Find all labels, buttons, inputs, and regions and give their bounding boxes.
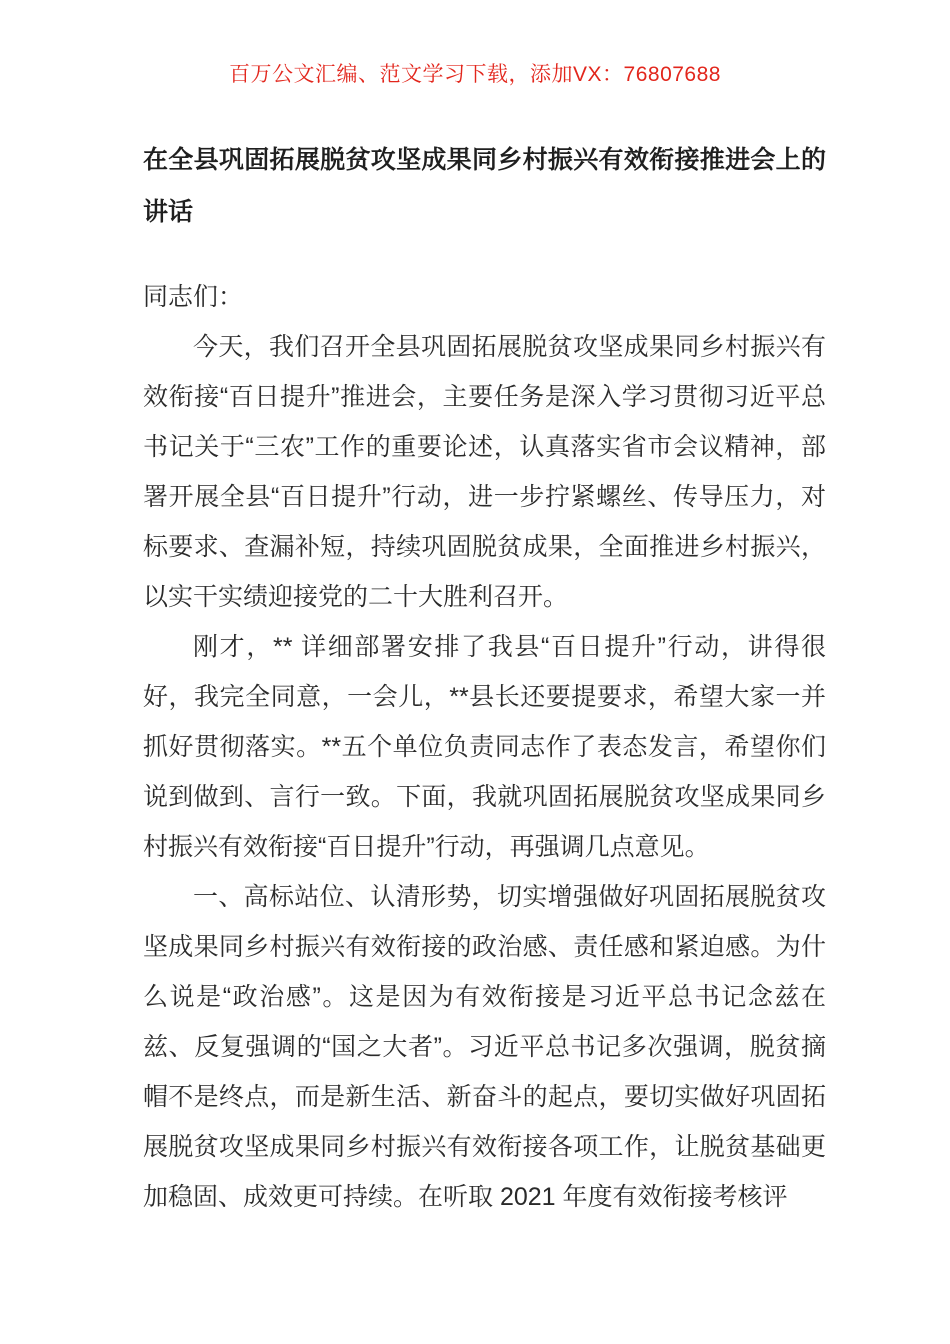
paragraph: 同志们： (143, 283, 244, 311)
promo-banner: 百万公文汇编、范文学习下载，添加VX：76807688 (229, 63, 721, 86)
document-body (143, 272, 826, 1222)
paragraph: 刚才，** 详细部署安排了我县“百日提升”行动，讲得很好，我完全同意，一会儿，**县长还要提要求，希望大家一并抓好贯彻落实。**五个单位负责同志作了表态发言，希望你们说到做到、言行一致。下面，我就巩固拓展脱贫攻坚成果同乡村振兴有效衔接“百日提升”行动，再强调几点意见。 (143, 633, 826, 861)
paragraph: 一、高标站位、认清形势，切实增强做好巩固拓展脱贫攻坚成果同乡村振兴有效衔接的政治感、责任感和紧迫感。为什么说是“政治感”。这是因为有效衔接是习近平总书记念兹在兹、反复强调的“国之大者”。习近平总书记多次强调，脱贫摘帽不是终点，而是新生活、新奋斗的起点，要切实做好巩固拓展脱贫攻坚成果同乡村振兴有效衔接各项工作，让脱贫基础更加稳固、成效更可持续。在听取 2021 年度有效衔接考核评 (143, 883, 826, 1211)
paragraph: 今天，我们召开全县巩固拓展脱贫攻坚成果同乡村振兴有效衔接“百日提升”推进会，主要任务是深入学习贯彻习近平总书记关于“三农”工作的重要论述，认真落实省市会议精神，部署开展全县“百日提升”行动，进一步拧紧螺丝、传导压力，对标要求、查漏补短，持续巩固脱贫成果，全面推进乡村振兴，以实干实绩迎接党的二十大胜利召开。 (143, 333, 826, 611)
document-title: 在全县巩固拓展脱贫攻坚成果同乡村振兴有效衔接推进会上的讲话 (143, 146, 826, 226)
